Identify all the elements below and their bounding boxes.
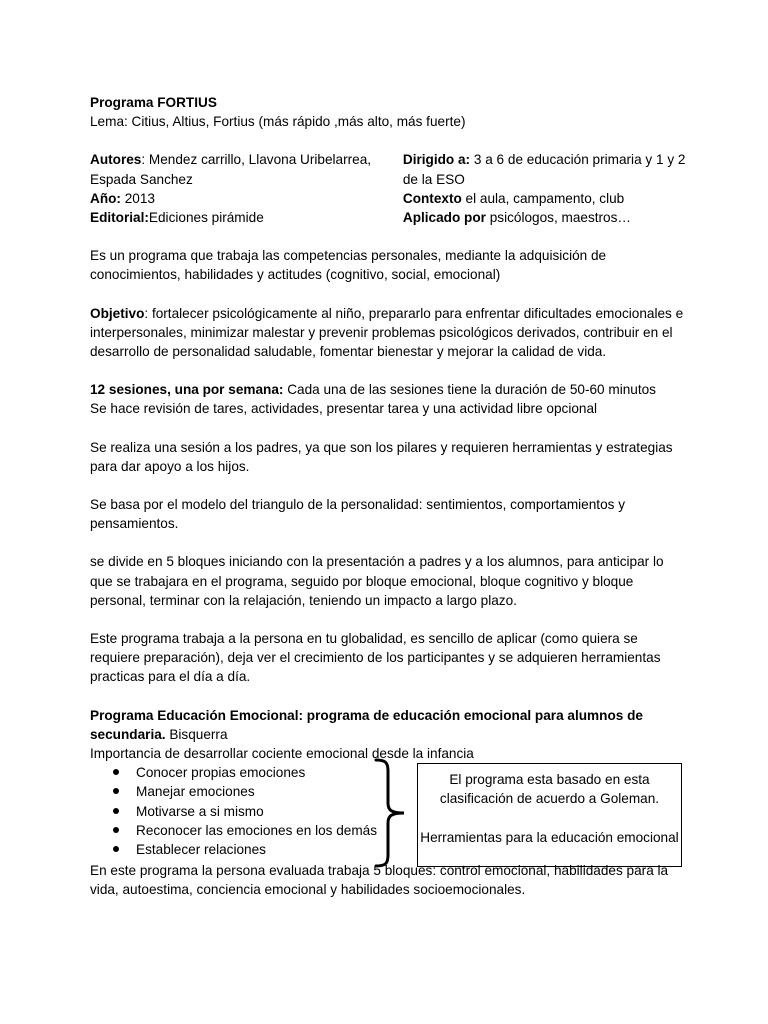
list-item: Reconocer las emociones en los demás [90, 821, 377, 840]
bullet-icon [113, 769, 119, 775]
importance-line: Importancia de desarrollar cociente emocional desde la infancia [90, 746, 474, 762]
parents-paragraph: Se realiza una sesión a los padres, ya que son los pilares y requieren herramientas y estrategias para dar apoyo a los hijos. [90, 439, 673, 474]
authors-line: Autores: Mendez carrillo, Llavona Uribelarrea, Espada Sanchez [90, 152, 372, 187]
doc-motto: Lema: Citius, Altius, Fortius (más rápido ,más alto, más fuerte) [90, 114, 466, 130]
applied-line: Aplicado por psicólogos, maestros… [402, 210, 632, 226]
curly-brace-icon [374, 757, 410, 869]
box-text-classification: El programa esta basado en esta clasificación de acuerdo a Goleman. [439, 772, 660, 807]
meta-left-column [90, 150, 403, 227]
objective-paragraph: Objetivo: fortalecer psicológicamente al niño, prepararlo para enfrentar dificultades emocionales e interpersonales, minimizar malestar y prevenir problemas psicológicos derivados, contribuir en el desarrollo de personalidad saludable, fomentar bienestar y mejorar la calidad de vida. [90, 305, 684, 360]
publisher-line: Editorial:Ediciones pirámide [90, 210, 264, 226]
bullet-icon [113, 846, 119, 852]
meta-right-column [403, 150, 690, 227]
bullet-icon [113, 827, 119, 833]
list-item: Establecer relaciones [90, 840, 377, 859]
sessions-review: Se hace revisión de tares, actividades, presentar tarea y una actividad libre opcional [90, 401, 598, 417]
document-page [90, 93, 690, 900]
box-text-tools: Herramientas para la educación emocional [420, 829, 679, 845]
context-line: Contexto el aula, campamento, club [402, 190, 625, 206]
model-paragraph: Se basa por el modelo del triangulo de la personalidad: sentimientos, comportamientos y pensamientos. [90, 497, 625, 532]
year-line: Año: 2013 [90, 190, 155, 206]
list-item: Conocer propias emociones [90, 763, 377, 782]
goleman-box [417, 763, 682, 867]
closing-paragraph: En este programa la persona evaluada trabaja 5 bloques: control emocional, habilidades para la vida, autoestima, conciencia emocional y habilidades socioemocionales. [90, 863, 669, 898]
list-item: Manejar emociones [90, 782, 377, 801]
bullet-icon [113, 788, 119, 794]
list-item: Motivarse a si mismo [90, 802, 377, 821]
doc-title: Programa FORTIUS [90, 95, 217, 110]
target-line: Dirigido a: 3 a 6 de educación primaria y 1 y 2 de la ESO [402, 152, 686, 187]
globality-paragraph: Este programa trabaja a la persona en tu globalidad, es sencillo de aplicar (como quiera se requiere preparación), deja ver el crecimiento de los participantes y se adquieren herramientas practicas para el día a día. [90, 631, 661, 685]
section2-title: Programa Educación Emocional: programa de educación emocional para alumnos de secundaria. Bisquerra [90, 707, 643, 742]
emotions-block [90, 763, 690, 861]
emotions-list [90, 763, 377, 859]
bullet-icon [113, 808, 119, 814]
intro-paragraph: Es un programa que trabaja las competencias personales, mediante la adquisición de conocimientos, habilidades y actitudes (cognitivo, social, emocional) [90, 248, 607, 283]
sessions-paragraph: 12 sesiones, una por semana: Cada una de las sesiones tiene la duración de 50-60 minutos [90, 382, 656, 398]
blocks-paragraph: se divide en 5 bloques iniciando con la presentación a padres y a los alumnos, para anticipar lo que se trabajara en el programa, seguido por bloque emocional, bloque cognitivo y bloque personal, terminar con la relajación, teniendo un impacto a largo plazo. [90, 554, 664, 608]
meta-columns [90, 150, 690, 227]
